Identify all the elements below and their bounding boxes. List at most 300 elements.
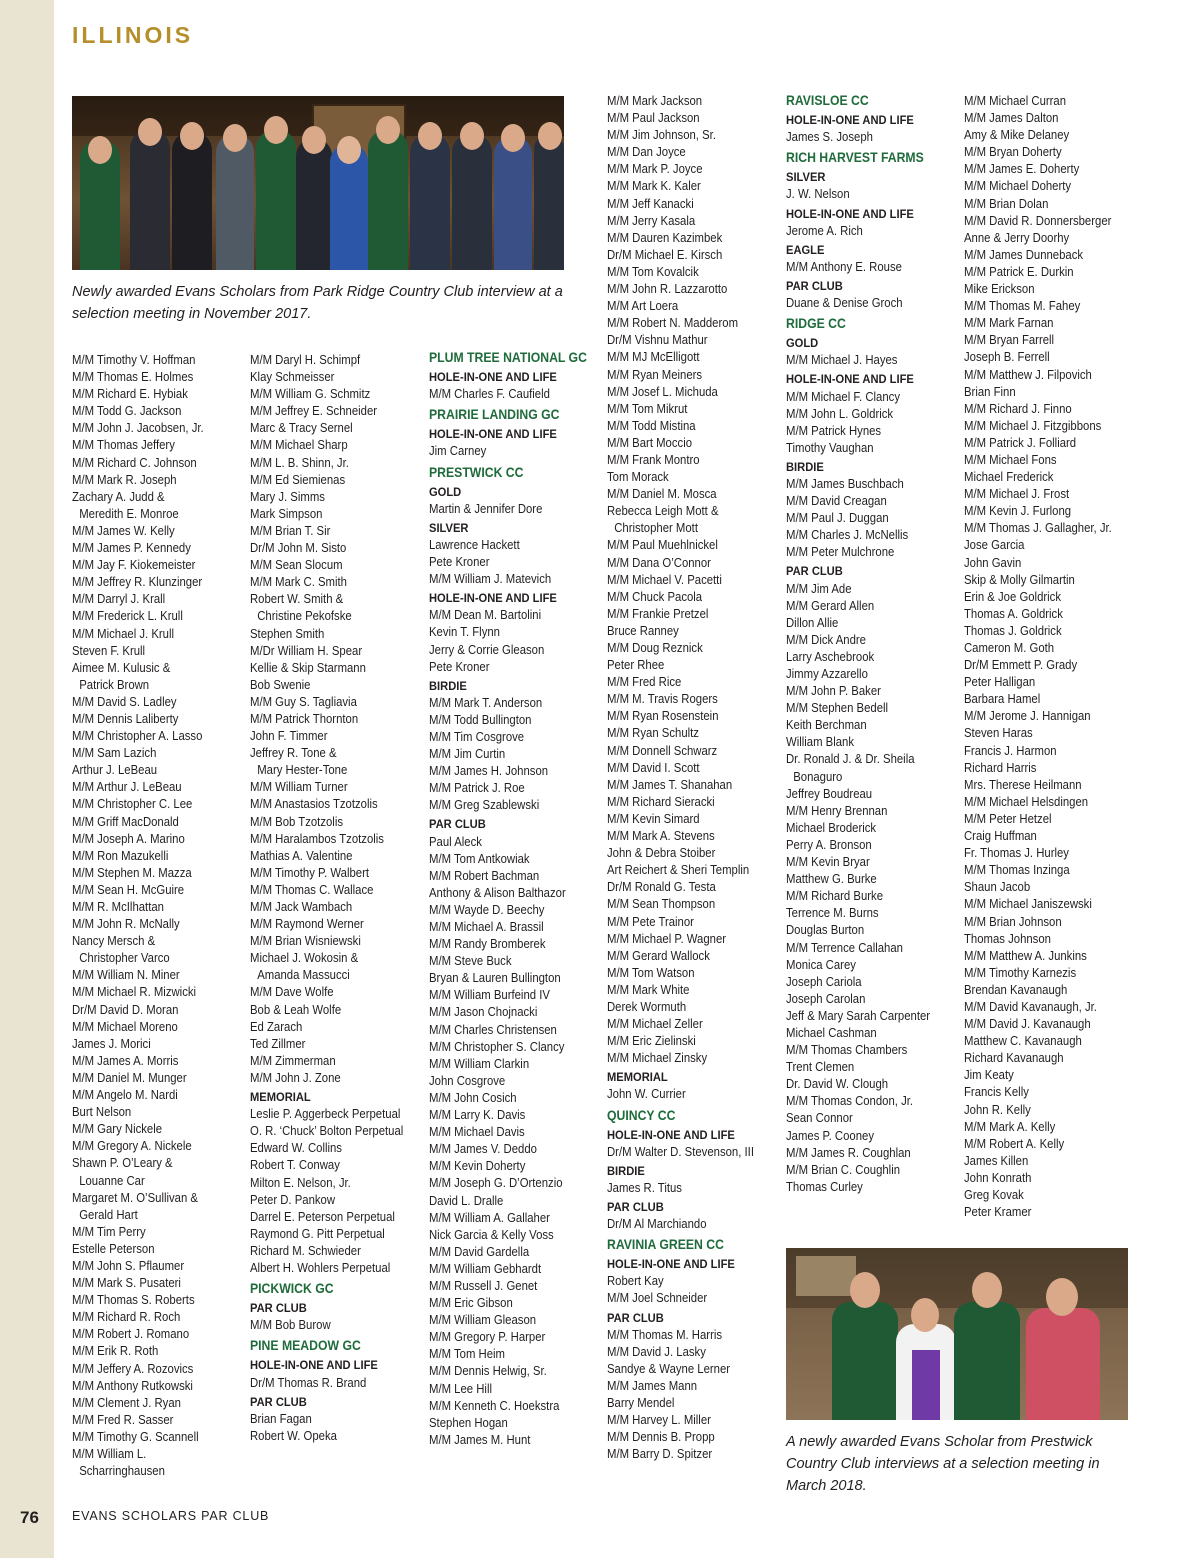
donor-name: Mark Simpson: [250, 506, 323, 521]
donor-name: Bob & Leah Wolfe: [250, 1002, 342, 1017]
donor-name: M/M David Gardella: [429, 1244, 530, 1259]
donor-name: Jerome A. Rich: [786, 223, 863, 238]
donor-name: Rebecca Leigh Mott &: [607, 504, 719, 519]
donor-name: M/M David S. Ladley: [72, 694, 177, 709]
donor-name: M/M Dennis Helwig, Sr.: [429, 1364, 547, 1379]
donor-name: M/M James Buschbach: [786, 476, 904, 491]
club-heading: RAVISLOE CC: [786, 93, 869, 108]
donor-name: M/M Tom Heim: [429, 1347, 505, 1362]
donor-name: Robert Kay: [607, 1274, 664, 1289]
donor-name: M/M Jay F. Kiokemeister: [72, 558, 196, 573]
donor-name: M/M Bob Burow: [250, 1318, 331, 1333]
donor-name: M/M Raymond Werner: [250, 917, 364, 932]
donor-name: M/M Richard E. Hybiak: [72, 387, 188, 402]
donor-name: M/M Frankie Pretzel: [607, 606, 709, 621]
donor-name: Klay Schmeisser: [250, 370, 335, 385]
category-heading: PAR CLUB: [250, 1394, 307, 1409]
donor-name: M/M Patrick J. Roe: [429, 781, 525, 796]
donor-name: Patrick Brown: [79, 677, 150, 692]
donor-name: Nick Garcia & Kelly Voss: [429, 1227, 554, 1242]
donor-name: Dr/M Michael E. Kirsch: [607, 247, 723, 262]
donor-name: M/M John S. Pflaumer: [72, 1258, 185, 1273]
donor-name: M/M Peter Hetzel: [964, 811, 1052, 826]
donor-name: Thomas Johnson: [964, 931, 1051, 946]
donor-name: M/M Richard Burke: [786, 889, 884, 904]
donor-name: Christine Pekofske: [257, 609, 352, 624]
donor-name: David L. Dralle: [429, 1193, 504, 1208]
donor-name: M/M Thomas Chambers: [786, 1043, 908, 1058]
donor-name: M/M Michael Moreno: [72, 1019, 178, 1034]
donor-name: Kellie & Skip Starmann: [250, 660, 366, 675]
donor-name: M/M Gregory A. Nickele: [72, 1139, 192, 1154]
donor-name: M/M Doug Reznick: [607, 641, 703, 655]
donor-name: M/M William Turner: [250, 780, 348, 795]
donor-name: M/M Anthony E. Rouse: [786, 259, 902, 274]
donor-name: M/M Dick Andre: [786, 632, 867, 647]
donor-name: M/M Daniel M. Munger: [72, 1070, 187, 1085]
donor-name: Francis J. Harmon: [964, 743, 1057, 758]
page-margin-band: [0, 0, 54, 1558]
donor-column-2: [250, 352, 403, 1445]
donor-name: M/M Mark T. Anderson: [429, 695, 543, 710]
donor-name: M/M William Clarkin: [429, 1056, 530, 1071]
donor-name: Thomas Curley: [786, 1179, 863, 1194]
donor-name: Aimee M. Kulusic &: [72, 660, 171, 675]
donor-name: M/M Gary Nickele: [72, 1122, 163, 1137]
donor-name: M/M David J. Kavanaugh: [964, 1017, 1091, 1032]
donor-name: Milton E. Nelson, Jr.: [250, 1175, 351, 1190]
donor-name: M/M Patrick Hynes: [786, 423, 882, 438]
donor-name: M/M Jeffery A. Rozovics: [72, 1361, 194, 1376]
donor-name: M/M Tim Perry: [72, 1224, 146, 1239]
donor-name: Dr/M John M. Sisto: [250, 541, 347, 556]
donor-name: M/M David I. Scott: [607, 760, 700, 775]
donor-name: M/M David Kavanaugh, Jr.: [964, 999, 1097, 1014]
donor-name: M/M Mark Jackson: [607, 94, 703, 108]
donor-name: M/M Brian T. Sir: [250, 523, 331, 538]
donor-name: M/M Michael J. Fitzgibbons: [964, 418, 1102, 433]
donor-name: M/M Mark White: [607, 982, 690, 997]
donor-name: Michael J. Wokosin &: [250, 951, 359, 966]
category-heading: BIRDIE: [786, 459, 824, 474]
donor-name: Amanda Massucci: [257, 968, 350, 983]
donor-name: M/M Pete Trainor: [607, 914, 694, 929]
donor-name: Richard M. Schwieder: [250, 1243, 361, 1258]
donor-name: Robert W. Opeka: [250, 1428, 337, 1443]
donor-name: M/M William G. Schmitz: [250, 387, 371, 402]
donor-name: M/M Greg Szablewski: [429, 798, 540, 813]
donor-name: M/M Thomas M. Harris: [607, 1327, 723, 1342]
donor-name: Dr/M Walter D. Stevenson, III: [607, 1144, 754, 1159]
donor-name: Anne & Jerry Doorhy: [964, 230, 1070, 245]
donor-name: Bob Swenie: [250, 677, 311, 692]
donor-name: M/M Kevin Simard: [607, 811, 700, 826]
donor-name: M/M Michael Zeller: [607, 1017, 703, 1032]
donor-name: Terrence M. Burns: [786, 906, 879, 921]
donor-name: M/M James R. Coughlan: [786, 1145, 911, 1160]
donor-name: Paul Aleck: [429, 834, 482, 849]
donor-name: M/M Christopher C. Lee: [72, 797, 193, 812]
donor-name: M/M James T. Shanahan: [607, 777, 733, 792]
photo-caption-top: Newly awarded Evans Scholars from Park Ridge Country Club interview at a selection meeting in November 2017.: [72, 284, 563, 322]
donor-name: Shaun Jacob: [964, 880, 1031, 895]
category-heading: MEMORIAL: [607, 1070, 668, 1085]
donor-name: M/M Angelo M. Nardi: [72, 1088, 178, 1103]
donor-name: M/M Brian C. Coughlin: [786, 1162, 901, 1177]
donor-name: O. R. ‘Chuck’ Bolton Perpetual: [250, 1124, 404, 1139]
donor-name: Lawrence Hackett: [429, 537, 520, 552]
donor-name: Barbara Hamel: [964, 692, 1041, 707]
donor-name: Michael Broderick: [786, 820, 877, 835]
donor-name: M/M Timothy G. Scannell: [72, 1429, 199, 1444]
category-heading: PAR CLUB: [429, 817, 486, 832]
category-heading: HOLE-IN-ONE AND LIFE: [429, 591, 557, 606]
donor-name: M/M Zimmerman: [250, 1053, 336, 1068]
donor-name: Jerry & Corrie Gleason: [429, 642, 545, 657]
donor-name: M/M Michael Helsdingen: [964, 794, 1089, 809]
category-heading: PAR CLUB: [607, 1200, 664, 1214]
donor-name: John W. Currier: [607, 1087, 686, 1102]
donor-name: James S. Joseph: [786, 130, 873, 145]
donor-name: Cameron M. Goth: [964, 641, 1055, 655]
donor-name: M/M Griff MacDonald: [72, 814, 179, 829]
donor-name: Brian Finn: [964, 384, 1016, 399]
donor-name: M/M Frank Montro: [607, 452, 700, 467]
donor-name: M/M Thomas Jeffery: [72, 438, 175, 453]
donor-name: M/M Michael J. Hayes: [786, 353, 898, 368]
donor-name: Steven F. Krull: [72, 643, 146, 658]
donor-name: M/M Matthew A. Junkins: [964, 948, 1087, 963]
donor-name: Jeffrey Boudreau: [786, 786, 873, 801]
donor-name: Stephen Hogan: [429, 1415, 508, 1430]
donor-name: Jim Keaty: [964, 1068, 1014, 1083]
donor-name: Bruce Ranney: [607, 623, 679, 638]
category-heading: SILVER: [429, 520, 469, 535]
category-heading: HOLE-IN-ONE AND LIFE: [786, 206, 914, 221]
donor-name: Scharringhausen: [79, 1464, 165, 1479]
donor-name: M/M Gerard Wallock: [607, 948, 710, 963]
donor-name: M/M Michael Curran: [964, 94, 1067, 108]
donor-name: M/M Fred R. Sasser: [72, 1412, 174, 1427]
donor-name: M/M Michael Doherty: [964, 179, 1072, 194]
donor-name: Brendan Kavanaugh: [964, 982, 1068, 997]
donor-name: M/M Christopher A. Lasso: [72, 729, 203, 744]
donor-name: Michael Cashman: [786, 1025, 877, 1040]
donor-name: Craig Huffman: [964, 829, 1037, 844]
donor-name: M/M Ed Siemienas: [250, 472, 346, 487]
donor-name: James Killen: [964, 1153, 1029, 1168]
donor-name: J. W. Nelson: [786, 187, 850, 202]
donor-name: Darrel E. Peterson Perpetual: [250, 1209, 395, 1224]
donor-name: M/M Mark A. Stevens: [607, 829, 715, 844]
donor-name: M/M Michael Fons: [964, 452, 1057, 467]
donor-name: Dr/M Vishnu Mathur: [607, 333, 708, 348]
donor-name: M/M Kevin J. Furlong: [964, 504, 1072, 519]
donor-name: M/M John R. Lazzarotto: [607, 282, 728, 297]
donor-name: Jose Garcia: [964, 538, 1025, 553]
donor-name: John Gavin: [964, 555, 1022, 570]
donor-name: Duane & Denise Groch: [786, 296, 903, 311]
donor-name: M/M Charles Christensen: [429, 1022, 557, 1037]
donor-name: Stephen Smith: [250, 626, 325, 641]
donor-name: Edward W. Collins: [250, 1141, 342, 1156]
donor-name: M/M Frederick L. Krull: [72, 609, 183, 624]
donor-name: Tom Morack: [607, 470, 669, 485]
donor-name: M/M Mark R. Joseph: [72, 472, 177, 487]
donor-name: Bonaguro: [793, 769, 843, 784]
donor-name: M/M John R. McNally: [72, 917, 180, 932]
donor-name: Keith Berchman: [786, 718, 867, 733]
donor-name: M/M Bryan Doherty: [964, 145, 1062, 160]
donor-name: M/M Haralambos Tzotzolis: [250, 831, 384, 846]
donor-column-1: [72, 352, 204, 1480]
donor-name: M/M Ryan Schultz: [607, 726, 699, 741]
donor-name: Zachary A. Judd &: [72, 489, 165, 504]
donor-name: Mike Erickson: [964, 282, 1035, 297]
donor-name: M/M David R. Donnersberger: [964, 213, 1112, 228]
donor-name: M/M Dave Wolfe: [250, 985, 334, 1000]
donor-name: M/M Brian Dolan: [964, 196, 1049, 211]
donor-name: Perry A. Bronson: [786, 837, 872, 852]
donor-name: M/M Paul Muehlnickel: [607, 538, 718, 553]
donor-name: Sandye & Wayne Lerner: [607, 1361, 731, 1376]
donor-name: Dr/M Ronald G. Testa: [607, 880, 716, 895]
donor-name: John & Debra Stoiber: [607, 846, 716, 861]
category-heading: HOLE-IN-ONE AND LIFE: [607, 1127, 735, 1142]
donor-name: M/M Wayde D. Beechy: [429, 902, 545, 917]
donor-name: M/M Michael Janiszewski: [964, 897, 1092, 912]
donor-name: M/M James A. Morris: [72, 1053, 179, 1068]
donor-name: M/M Darryl J. Krall: [72, 592, 166, 607]
donor-name: Nancy Mersch &: [72, 934, 156, 949]
donor-name: M/M James W. Kelly: [72, 523, 175, 538]
donor-name: Timothy Vaughan: [786, 440, 874, 455]
donor-name: Dr. Ronald J. & Dr. Sheila: [786, 752, 915, 767]
club-heading: QUINCY CC: [607, 1107, 676, 1123]
donor-name: James J. Morici: [72, 1036, 151, 1051]
donor-name: M/M Patrick Thornton: [250, 711, 359, 726]
donor-name: Brian Fagan: [250, 1411, 312, 1426]
donor-name: M/M Eric Gibson: [429, 1296, 513, 1311]
donor-name: M/M William N. Miner: [72, 968, 180, 983]
donor-name: M/M Jack Wambach: [250, 900, 353, 914]
donor-name: Meredith E. Monroe: [79, 506, 179, 521]
donor-name: Amy & Mike Delaney: [964, 128, 1070, 143]
category-heading: HOLE-IN-ONE AND LIFE: [607, 1257, 735, 1272]
donor-name: M/M Art Loera: [607, 299, 679, 314]
donor-name: Thomas A. Goldrick: [964, 606, 1063, 621]
donor-name: M/M Randy Bromberek: [429, 937, 546, 952]
donor-name: M/M James V. Deddo: [429, 1142, 537, 1157]
donor-name: M/M R. McIlhattan: [72, 900, 164, 914]
donor-name: M/M Dennis Laliberty: [72, 711, 179, 726]
donor-name: Richard Harris: [964, 760, 1037, 775]
donor-name: Michael Frederick: [964, 470, 1054, 485]
donor-name: M/M William Gebhardt: [429, 1261, 542, 1276]
donor-name: M/Dr William H. Spear: [250, 643, 363, 658]
donor-name: M/M Mark P. Joyce: [607, 162, 703, 177]
photo-caption-bottom: A newly awarded Evans Scholar from Prestwick Country Club interviews at a selection meeting in March 2018.: [786, 1434, 1100, 1494]
donor-name: M/M Michael Davis: [429, 1125, 525, 1140]
donor-name: M/M James Dunneback: [964, 247, 1084, 262]
donor-name: Leslie P. Aggerbeck Perpetual: [250, 1107, 401, 1122]
donor-name: Mary J. Simms: [250, 489, 325, 504]
donor-name: M/M Joseph G. D’Ortenzio: [429, 1176, 563, 1191]
donor-name: Mrs. Therese Heilmann: [964, 777, 1082, 792]
donor-name: M/M James E. Doherty: [964, 162, 1080, 177]
donor-name: Mary Hester-Tone: [257, 763, 348, 778]
donor-name: M/M Robert A. Kelly: [964, 1136, 1065, 1151]
category-heading: BIRDIE: [429, 678, 467, 693]
donor-name: M/M Thomas Inzinga: [964, 863, 1070, 878]
donor-name: M/M Patrick E. Durkin: [964, 264, 1074, 279]
donor-name: M/M Paul Jackson: [607, 111, 700, 126]
club-heading: RAVINIA GREEN CC: [607, 1237, 724, 1253]
donor-name: Arthur J. LeBeau: [72, 763, 158, 778]
donor-name: M/M Matthew J. Filpovich: [964, 367, 1092, 382]
donor-name: M/M MJ McElligott: [607, 350, 700, 365]
donor-name: M/M John J. Jacobsen, Jr.: [72, 421, 204, 436]
donor-name: M/M Tim Cosgrove: [429, 729, 525, 744]
donor-name: Sean Connor: [786, 1111, 853, 1126]
donor-name: John R. Kelly: [964, 1102, 1031, 1117]
state-heading: ILLINOIS: [72, 22, 194, 48]
donor-name: M/M Thomas E. Holmes: [72, 370, 194, 385]
donor-name: Trent Clemen: [786, 1060, 855, 1075]
donor-name: M/M Dean M. Bartolini: [429, 608, 542, 623]
donor-name: M/M Michael Zinsky: [607, 1051, 708, 1066]
donor-name: M/M Arthur J. LeBeau: [72, 780, 182, 795]
donor-name: M/M Joseph A. Marino: [72, 831, 185, 846]
donor-name: M/M Stephen Bedell: [786, 701, 889, 716]
donor-name: Matthew G. Burke: [786, 872, 877, 887]
donor-name: Kevin T. Flynn: [429, 625, 500, 640]
donor-name: Joseph Cariola: [786, 974, 862, 989]
donor-name: Jeff & Mary Sarah Carpenter: [786, 1008, 931, 1023]
category-heading: HOLE-IN-ONE AND LIFE: [786, 113, 914, 128]
category-heading: HOLE-IN-ONE AND LIFE: [250, 1358, 378, 1373]
donor-name: M/M Donnell Schwarz: [607, 743, 718, 758]
donor-name: M/M Todd Mistina: [607, 418, 696, 433]
donor-name: Burt Nelson: [72, 1105, 132, 1120]
donor-name: Bryan & Lauren Bullington: [429, 971, 561, 986]
donor-name: James P. Cooney: [786, 1128, 875, 1143]
donor-name: Peter Kramer: [964, 1205, 1032, 1220]
donor-name: M/M Tom Watson: [607, 965, 695, 980]
group-photo-park-ridge: [72, 96, 564, 270]
donor-name: M/M M. Travis Rogers: [607, 692, 718, 707]
donor-name: M/M Tom Antkowiak: [429, 851, 530, 866]
donor-name: Larry Aschebrook: [786, 649, 875, 664]
donor-name: M/M John L. Goldrick: [786, 406, 894, 421]
donor-name: M/M Sean Thompson: [607, 897, 716, 912]
category-heading: MEMORIAL: [250, 1090, 311, 1105]
donor-column-5: [786, 92, 930, 1196]
donor-name: M/M Russell J. Genet: [429, 1278, 538, 1293]
category-heading: BIRDIE: [607, 1163, 645, 1178]
club-heading: PINE MEADOW GC: [250, 1338, 361, 1354]
donor-name: M/M James P. Kennedy: [72, 541, 191, 556]
donor-name: M/M Daryl H. Schimpf: [250, 353, 361, 367]
donor-name: M/M Sam Lazich: [72, 746, 157, 761]
donor-name: Peter Rhee: [607, 658, 665, 673]
donor-name: Marc & Tracy Sernel: [250, 421, 353, 436]
donor-name: Francis Kelly: [964, 1085, 1029, 1100]
donor-name: Robert W. Smith &: [250, 592, 344, 607]
donor-column-6: [964, 93, 1112, 1221]
donor-name: Skip & Molly Gilmartin: [964, 572, 1075, 587]
donor-name: M/M Jason Chojnacki: [429, 1005, 538, 1020]
donor-name: M/M Jim Johnson, Sr.: [607, 128, 716, 143]
donor-name: M/M Robert N. Madderom: [607, 316, 739, 331]
club-heading: PLUM TREE NATIONAL GC: [429, 350, 587, 365]
club-heading: PRAIRIE LANDING GC: [429, 407, 560, 423]
donor-name: Mathias A. Valentine: [250, 848, 353, 863]
donor-name: M/M James H. Johnson: [429, 764, 549, 779]
donor-name: Gerald Hart: [79, 1207, 138, 1222]
donor-name: M/M Jerome J. Hannigan: [964, 709, 1091, 724]
donor-name: Art Reichert & Sheri Templin: [607, 863, 750, 878]
donor-name: M/M Jeffrey R. Klunzinger: [72, 575, 203, 590]
donor-name: M/M Dan Joyce: [607, 145, 686, 160]
donor-name: M/M Michael J. Krull: [72, 626, 175, 641]
club-heading: PRESTWICK CC: [429, 464, 524, 480]
donor-name: Jeffrey R. Tone &: [250, 746, 337, 761]
donor-name: M/M William Gleason: [429, 1313, 537, 1328]
donor-name: M/M Dana O’Connor: [607, 555, 711, 570]
donor-name: M/M Chuck Pacola: [607, 589, 703, 604]
donor-name: M/M Robert J. Romano: [72, 1327, 190, 1342]
donor-name: M/M Mark K. Kaler: [607, 179, 701, 194]
donor-name: Dr/M Al Marchiando: [607, 1217, 707, 1232]
donor-name: Matthew C. Kavanaugh: [964, 1034, 1082, 1049]
donor-name: M/M Bart Moccio: [607, 435, 693, 450]
category-heading: PAR CLUB: [250, 1301, 307, 1316]
donor-name: Joseph Carolan: [786, 991, 866, 1006]
donor-name: M/M Sean Slocum: [250, 558, 343, 573]
donor-name: Dr/M Emmett P. Grady: [964, 658, 1078, 673]
donor-name: Christopher Varco: [79, 951, 170, 966]
donor-name: M/M Erik R. Roth: [72, 1344, 159, 1359]
donor-name: M/M John J. Zone: [250, 1070, 341, 1085]
donor-name: M/M Clement J. Ryan: [72, 1395, 181, 1410]
donor-name: M/M Daniel M. Mosca: [607, 487, 717, 502]
donor-name: M/M Michael F. Clancy: [786, 389, 901, 404]
donor-name: John Cosgrove: [429, 1073, 506, 1088]
donor-name: M/M Stephen M. Mazza: [72, 865, 192, 880]
donor-name: M/M David J. Lasky: [607, 1344, 706, 1359]
donor-name: M/M Tom Kovalcik: [607, 264, 699, 279]
club-heading: PICKWICK GC: [250, 1281, 334, 1297]
donor-name: M/M Brian Wisniewski: [250, 934, 361, 949]
donor-name: Richard Kavanaugh: [964, 1051, 1064, 1066]
donor-name: M/M Anastasios Tzotzolis: [250, 797, 378, 812]
donor-name: Joseph B. Ferrell: [964, 350, 1050, 365]
donor-name: Margaret M. O’Sullivan &: [72, 1190, 198, 1205]
donor-name: M/M Richard C. Johnson: [72, 455, 197, 470]
donor-name: M/M Thomas J. Gallagher, Jr.: [964, 521, 1112, 536]
donor-name: M/M William A. Gallaher: [429, 1210, 550, 1225]
category-heading: HOLE-IN-ONE AND LIFE: [429, 370, 557, 385]
donor-name: Jimmy Azzarello: [786, 667, 868, 681]
donor-name: M/M Josef L. Michuda: [607, 384, 718, 399]
donor-name: M/M Ryan Rosenstein: [607, 709, 719, 724]
donor-name: Pete Kroner: [429, 555, 490, 570]
donor-name: M/M Mark A. Kelly: [964, 1119, 1056, 1134]
donor-name: M/M Fred Rice: [607, 675, 682, 690]
donor-name: M/M David Creagan: [786, 494, 887, 509]
donor-name: M/M Terrence Callahan: [786, 940, 903, 955]
